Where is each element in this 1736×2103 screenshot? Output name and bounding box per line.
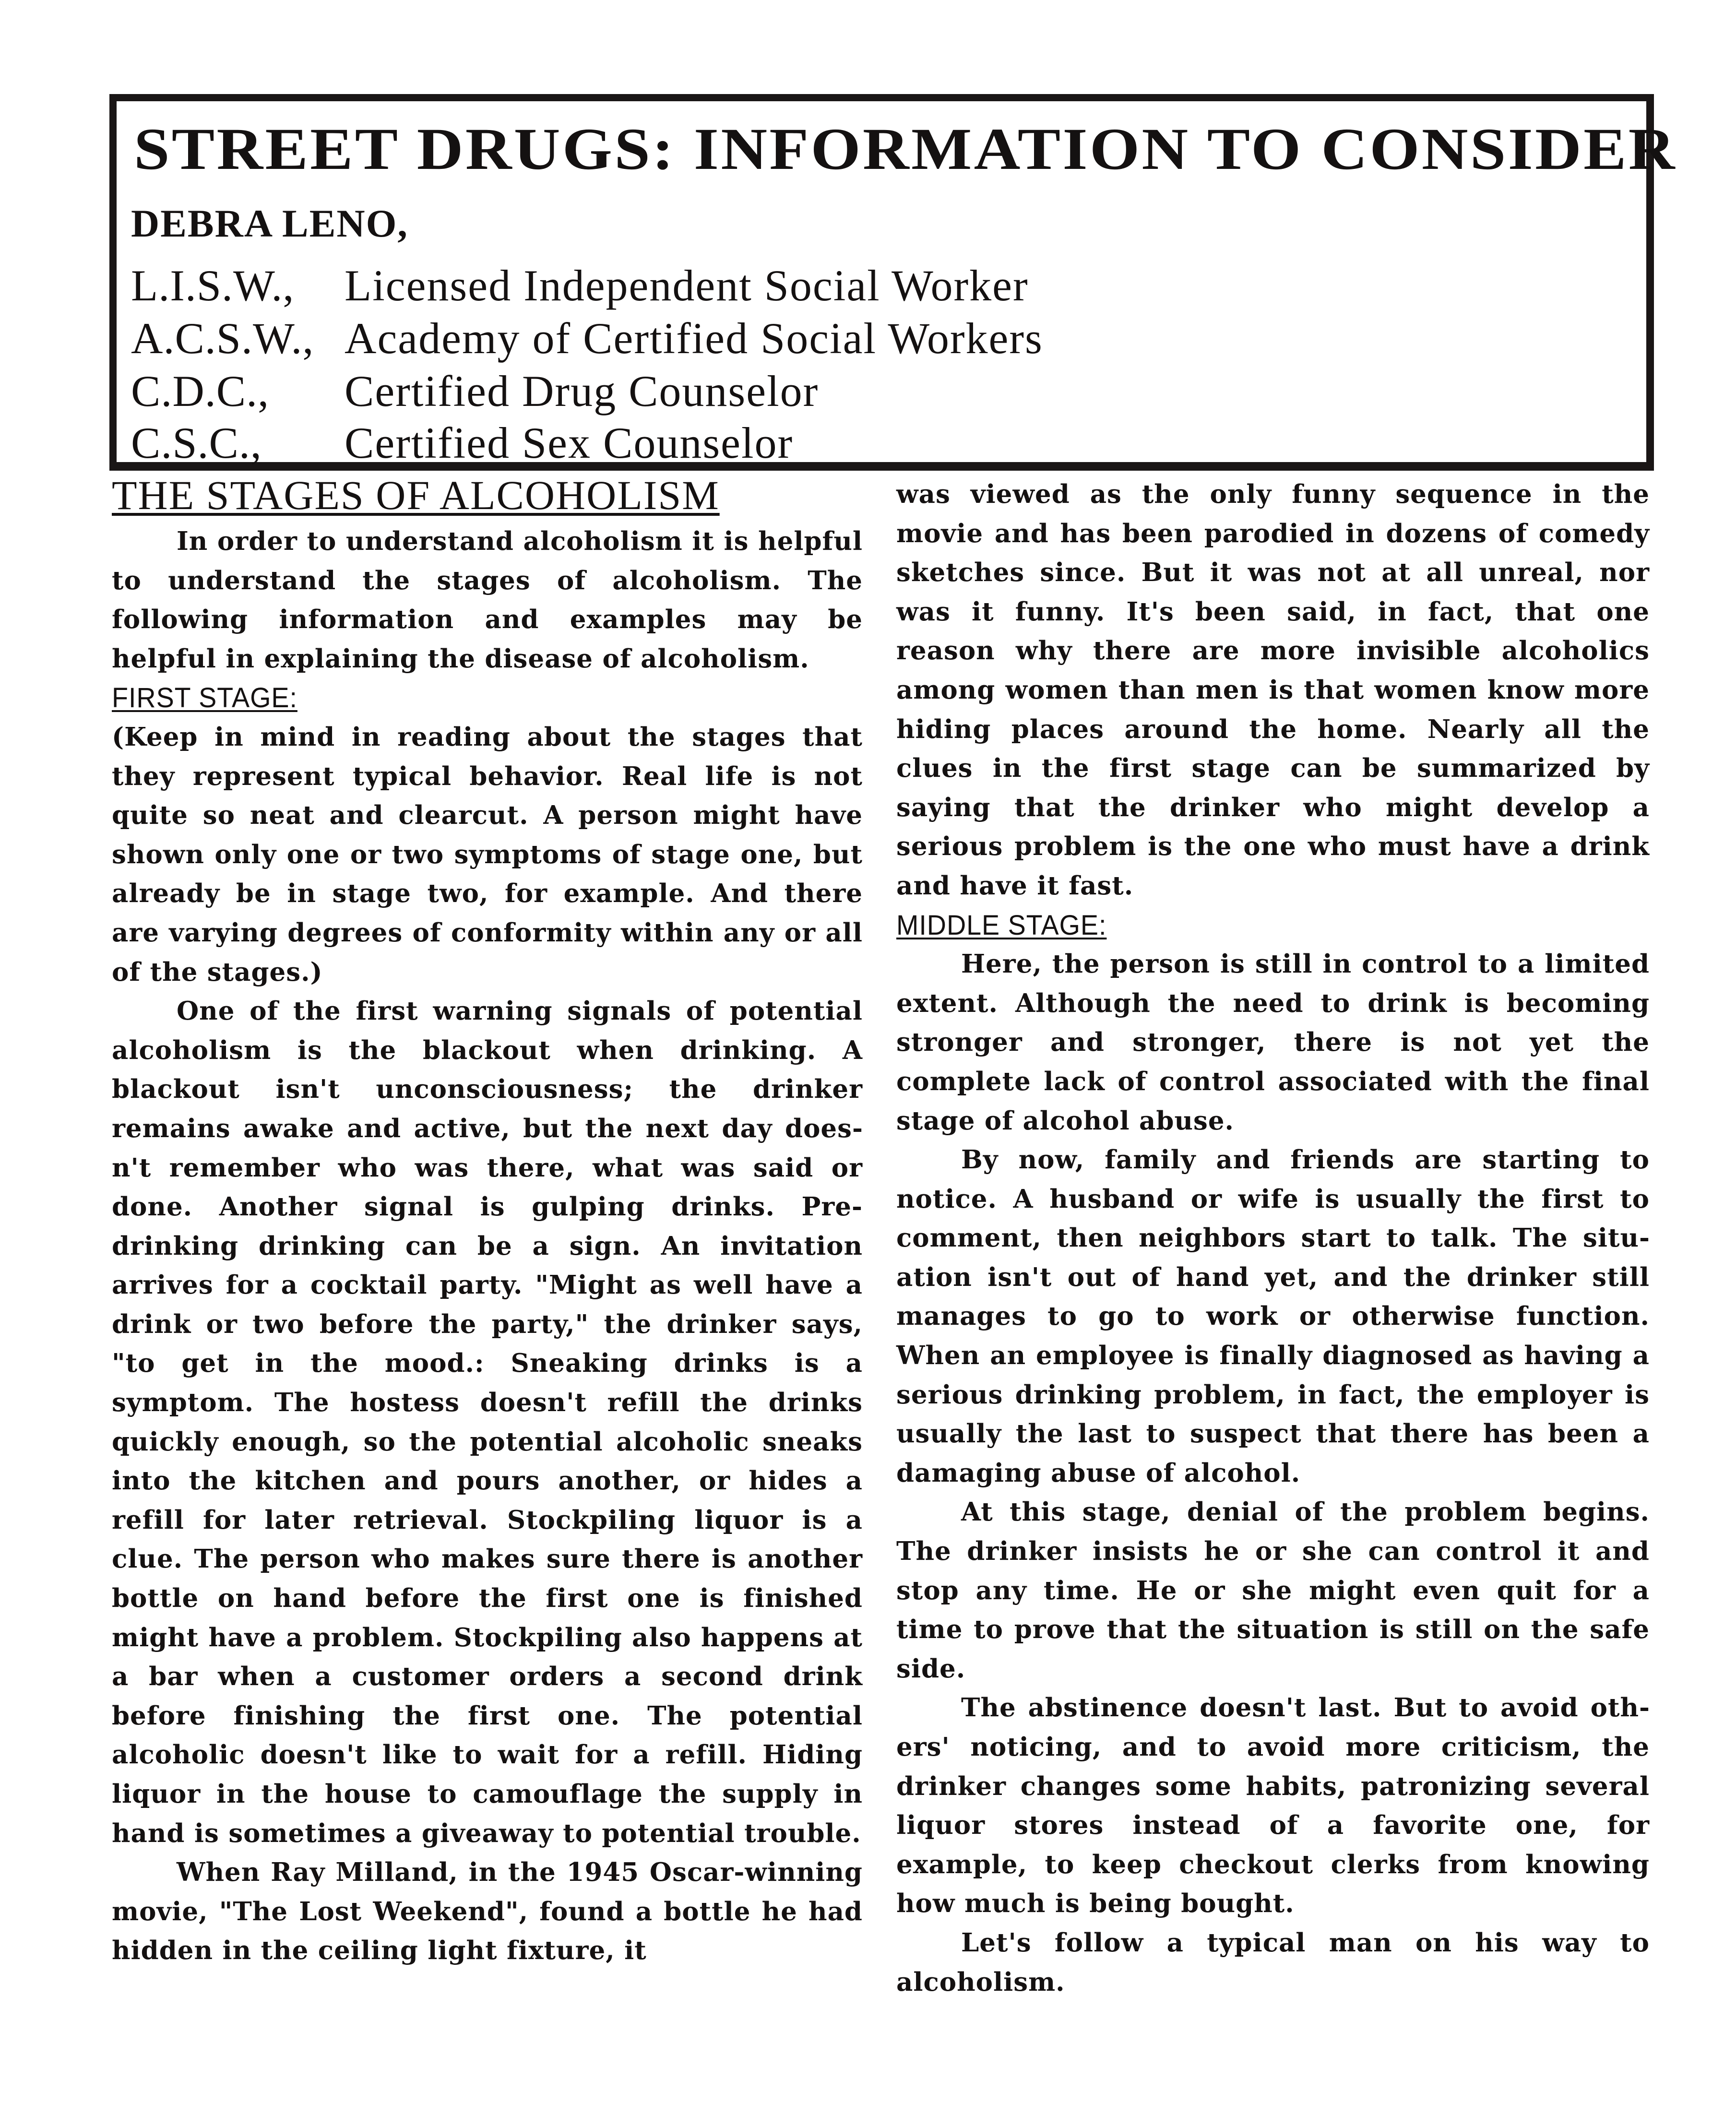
family-notice-paragraph: By now, family and friends are starting to notice. A husband or wife is usually the first to comment, then neighbors start to talk. The situation isn't out of hand yet, and the drinker still manages to go to work or otherwise function. When an employee is finally diagnosed as having a serious drinking problem, in fact, the employer is usually the last to suspect that there has been a damaging abuse of alcohol.: [896, 1145, 1650, 1488]
article-column-right: [896, 475, 1650, 2002]
middle-stage-heading: MIDDLE STAGE:: [896, 909, 1107, 941]
credential-description: Certified Drug Counselor: [345, 367, 819, 416]
credential-description: Certified Sex Counselor: [345, 418, 794, 467]
intro-paragraph: In order to understand alcoholism it is helpful to understand the stages of alcoholism. The following information and examples may be helpful in explaining the disease of alcoholism.: [112, 526, 863, 674]
credential-description: Academy of Certified Social Workers: [345, 314, 1043, 363]
article-column-left: [112, 472, 863, 1971]
first-stage-note-paragraph: (Keep in mind in reading about the stages that they represent typical behavior. Real life is not quite so neat and clearcut. A person might have shown only one or two symptoms of stage one, but already be in stage two, for example. And there are varying degrees of conformity within any or all of the stages.): [112, 722, 863, 987]
author-name: DEBRA LENO,: [131, 202, 408, 245]
ray-milland-paragraph: When Ray Milland, in the 1945 Oscar-winning movie, "The Lost Weekend", found a bottle he had hidden in the ceiling light fixture, it: [112, 1857, 863, 1966]
credential-abbreviation: L.I.S.W.,: [131, 261, 295, 310]
credential-description: Licensed Independent Social Worker: [345, 261, 1029, 310]
middle-intro-paragraph: Here, the person is still in control to a limited extent. Although the need to drink is becoming stronger and stronger, there is not yet the complete lack of control associated with the final stage of alcohol abuse.: [896, 949, 1650, 1136]
first-stage-heading: FIRST STAGE:: [112, 682, 297, 714]
typical-man-paragraph: Let's follow a typical man on his way to alcoholism.: [896, 1927, 1650, 1997]
section-heading: THE STAGES OF ALCOHOLISM: [112, 472, 720, 518]
abstinence-paragraph: The abstinence doesn't last. But to avoid others' noticing, and to avoid more criticism, the drinker changes some habits, patronizing several liquor stores instead of a favorite one, for example, to keep checkout clerks from knowing how much is being bought.: [896, 1693, 1650, 1919]
article-header-box: [109, 94, 1677, 471]
credential-abbreviation: C.S.C.,: [131, 418, 262, 467]
continuation-paragraph: was viewed as the only funny sequence in the movie and has been parodied in dozens of comedy sketches since. But it was not at all unreal, nor was it funny. It's been said, in fact, that one reason why there are more invisible alcoholics among women than men is that women know more hiding places around the home. Nearly all the clues in the first stage can be summarized by saying that the drinker who might develop a serious problem is the one who must have a drink and have it fast.: [896, 479, 1650, 901]
credential-abbreviation: A.C.S.W.,: [131, 314, 314, 363]
credential-abbreviation: C.D.C.,: [131, 367, 270, 416]
warning-signals-paragraph: One of the first warning signals of potential alcoholism is the blackout when drinking. A blackout isn't unconsciousness; the drinker remains awake and active, but the next day doesn't remember who was there, what was said or done. Another signal is gulping drinks. Pre-drinking drinking can be a sign. An invitation arrives for a cocktail party. "Might as well have a drink or two before the party," the drinker says, "to get in the mood.: Sneaking drinks is a symptom. The hostess doesn't refill the drinks quickly enough, so the potential alcoholic sneaks into the kitchen and pours another, or hides a refill for later retrieval. Stockpiling liquor is a clue. The person who makes sure there is another bottle on hand before the first one is finished might have a problem. Stockpiling also happens at a bar when a customer orders a second drink before finishing the first one. The potential alcoholic doesn't like to wait for a refill. Hiding liquor in the house to camouflage the supply in hand is sometimes a giveaway to potential trouble.: [112, 996, 863, 1848]
article-title: STREET DRUGS: INFORMATION TO CONSIDER: [134, 116, 1677, 182]
denial-paragraph: At this stage, denial of the problem begins. The drinker insists he or she can control it and stop any time. He or she might even quit for a time to prove that the situation is still on the safe side.: [896, 1497, 1650, 1684]
